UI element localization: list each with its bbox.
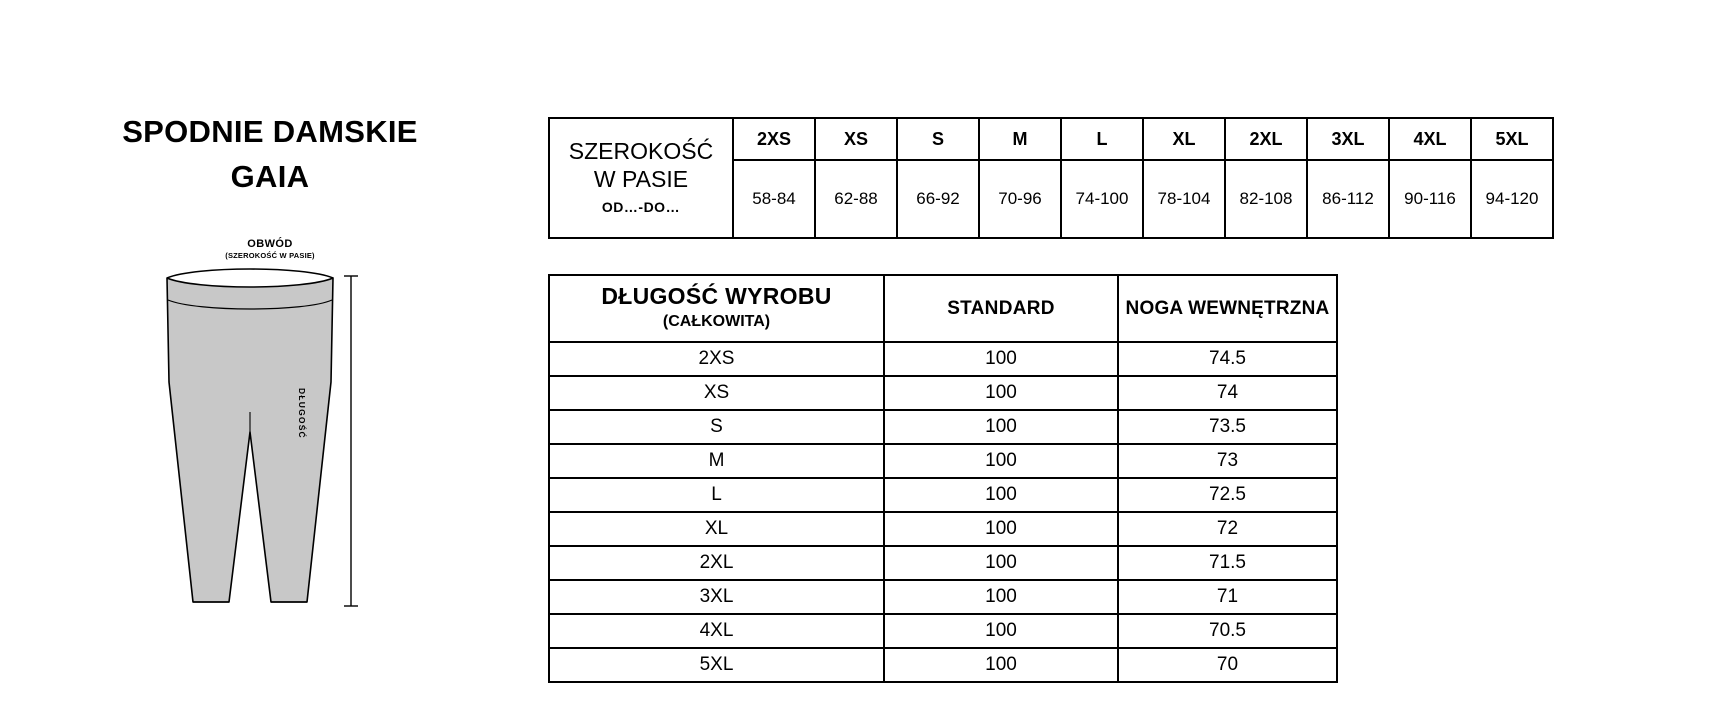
length-row-inner-leg: 72 [1118, 512, 1337, 546]
size-header-cell: 4XL [1389, 118, 1471, 160]
waist-range-cell: 82-108 [1225, 160, 1307, 238]
length-row-standard: 100 [884, 444, 1118, 478]
waist-table-label-line-2: W PASIE [593, 166, 689, 193]
length-row-size: M [549, 444, 884, 478]
length-row-size: 4XL [549, 614, 884, 648]
length-row-standard: 100 [884, 478, 1118, 512]
length-row-standard: 100 [884, 410, 1118, 444]
table-row [549, 444, 1337, 478]
length-row-inner-leg: 74 [1118, 376, 1337, 410]
length-row-inner-leg: 73.5 [1118, 410, 1337, 444]
table-header-row [549, 275, 1337, 342]
size-header-cell: L [1061, 118, 1143, 160]
waist-table-label-line-1: SZEROKOŚĆ [568, 137, 714, 164]
table-row [549, 410, 1337, 444]
length-row-standard: 100 [884, 614, 1118, 648]
table-row [549, 648, 1337, 682]
length-row-standard: 100 [884, 512, 1118, 546]
length-row-standard: 100 [884, 580, 1118, 614]
product-length-table [548, 274, 1338, 683]
table-row [549, 376, 1337, 410]
length-row-size: L [549, 478, 884, 512]
waist-table-label-line-3: OD…-DO… [601, 199, 681, 216]
waist-range-cell: 86-112 [1307, 160, 1389, 238]
size-header-cell: S [897, 118, 979, 160]
length-row-size: 5XL [549, 648, 884, 682]
waist-range-cell: 62-88 [815, 160, 897, 238]
length-row-standard: 100 [884, 648, 1118, 682]
page-title [60, 110, 480, 200]
length-row-inner-leg: 70.5 [1118, 614, 1337, 648]
page-title-line-2: GAIA [230, 158, 310, 194]
length-row-size: S [549, 410, 884, 444]
page-title-line-1: SPODNIE DAMSKIE [122, 114, 418, 149]
garment-diagram [155, 238, 385, 618]
length-row-size: 2XL [549, 546, 884, 580]
waist-table-row-label [549, 118, 733, 238]
table-row [549, 118, 1553, 160]
table-row [549, 342, 1337, 376]
length-table-header-left-main: DŁUGOŚĆ WYROBU [601, 283, 832, 309]
length-table-header-inner-leg: NOGA WEWNĘTRZNA [1118, 275, 1337, 342]
waist-range-cell: 70-96 [979, 160, 1061, 238]
table-row [549, 614, 1337, 648]
length-table-header-left-sub: (CAŁKOWITA) [662, 313, 771, 330]
length-row-size: 3XL [549, 580, 884, 614]
length-row-standard: 100 [884, 342, 1118, 376]
table-row [549, 512, 1337, 546]
length-row-size: XS [549, 376, 884, 410]
size-header-cell: 2XS [733, 118, 815, 160]
waist-range-cell: 90-116 [1389, 160, 1471, 238]
diagram-label-length: DŁUGOŚĆ [297, 387, 307, 439]
size-header-cell: 2XL [1225, 118, 1307, 160]
length-row-standard: 100 [884, 546, 1118, 580]
length-table-header-standard: STANDARD [884, 275, 1118, 342]
table-row [549, 478, 1337, 512]
product-info-panel [60, 110, 480, 618]
size-header-cell: XS [815, 118, 897, 160]
length-row-standard: 100 [884, 376, 1118, 410]
size-header-cell: 3XL [1307, 118, 1389, 160]
diagram-label-waist-width-sub: (SZEROKOŚĆ W PASIE) [225, 250, 315, 260]
diagram-label-waist-width: OBWÓD [247, 237, 293, 250]
table-row [549, 546, 1337, 580]
trousers-illustration-icon [155, 262, 385, 618]
length-table-header-left [549, 275, 884, 342]
waist-range-cell: 78-104 [1143, 160, 1225, 238]
size-header-cell: 5XL [1471, 118, 1553, 160]
table-row [549, 580, 1337, 614]
waist-range-cell: 74-100 [1061, 160, 1143, 238]
length-row-inner-leg: 72.5 [1118, 478, 1337, 512]
length-row-inner-leg: 70 [1118, 648, 1337, 682]
length-row-size: XL [549, 512, 884, 546]
waist-range-cell: 58-84 [733, 160, 815, 238]
waist-range-cell: 94-120 [1471, 160, 1553, 238]
length-row-inner-leg: 73 [1118, 444, 1337, 478]
size-header-cell: XL [1143, 118, 1225, 160]
size-header-cell: M [979, 118, 1061, 160]
length-row-size: 2XS [549, 342, 884, 376]
waist-width-table [548, 117, 1554, 239]
length-row-inner-leg: 71.5 [1118, 546, 1337, 580]
length-row-inner-leg: 74.5 [1118, 342, 1337, 376]
length-row-inner-leg: 71 [1118, 580, 1337, 614]
waist-range-cell: 66-92 [897, 160, 979, 238]
